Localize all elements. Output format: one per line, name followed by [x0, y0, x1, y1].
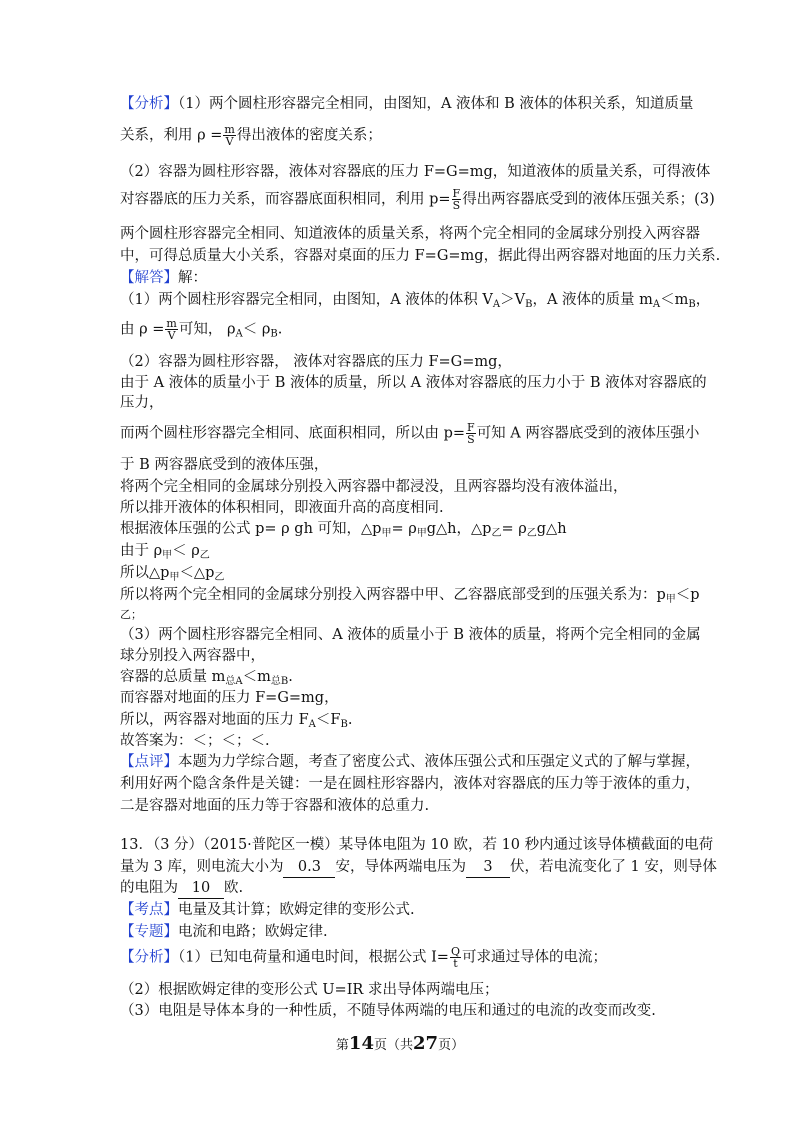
question-13-line: 的电阻为 10 欧.: [120, 878, 243, 899]
text-line: 中，可得总质量大小关系，容器对桌面的压力 F=G=mg，据此得出两容器对地面的压力关系.: [120, 248, 721, 264]
text-line: 根据液体压强的公式 p= ρ gh 可知，$\triangle p_甲=$ $\rho_甲g\triangle h$，$\triangle p_乙=$ $\rho_乙g\triangle h$: [120, 521, 567, 539]
text-line: 两个圆柱形容器完全相同、知道液体的质量关系，将两个完全相同的金属球分别投入两容器: [120, 226, 700, 242]
text-line: 【考点】电量及其计算；欧姆定律的变形公式.: [120, 902, 415, 918]
text-line: （2）容器为圆柱形容器， 液体对容器底的压力 F=G=mg，: [120, 354, 512, 370]
key-point-tag: 【考点】: [120, 902, 178, 918]
density-fraction: $\frac{m}{V}$: [224, 123, 235, 148]
pressure-fraction: $\frac{F}{S}$: [467, 421, 475, 446]
text-line: 容器的总质量 $m_{总A}<m_{总B}$.: [120, 669, 293, 687]
text-line: 而容器对地面的压力 F=G=mg，: [120, 690, 339, 706]
text-line: 将两个完全相同的金属球分别投入两容器中都浸没，且两容器均没有液体溢出，: [120, 479, 628, 495]
total-pages: 27: [413, 1033, 439, 1054]
text-line: 【解答】解：: [120, 270, 207, 286]
text-line: 【点评】本题为力学综合题，考查了密度公式、液体压强公式和压强定义式的了解与掌握，: [120, 754, 700, 770]
text-line: 所以将两个完全相同的金属球分别投入两容器中甲、乙容器底部受到的压强关系为：$p_甲<p$: [120, 587, 700, 605]
text-line: （3）两个圆柱形容器完全相同、A 液体的质量小于 B 液体的质量，将两个完全相同的金属: [120, 627, 701, 643]
text-line: 对容器底的压力关系，而容器底面积相同，利用 p= $\frac{F}{S}$ 得出两容器底受到的液体压强关系；(3): [120, 187, 715, 212]
text-line: 乙；: [120, 608, 142, 621]
question-13-line: 量为 3 库，则电流大小为 0.3 安，导体两端电压为 3 伏，若电流变化了 1 安，则导体: [120, 857, 717, 878]
text-line: 于 B 两容器底受到的液体压强，: [120, 457, 329, 473]
analysis-tag: 【分析】: [120, 96, 178, 112]
text-line: 由于 $\rho_甲< \rho_乙$: [120, 543, 210, 561]
text-line: 由于 A 液体的质量小于 B 液体的质量，所以 A 液体对容器底的压力小于 B 液体对容器底的: [120, 375, 707, 391]
comment-tag: 【点评】: [120, 754, 178, 770]
page-footer: 第14页（共27页）: [335, 1033, 465, 1054]
current-fraction: $\frac{Q}{t}$: [450, 945, 460, 970]
text-line: 而两个圆柱形容器完全相同、底面积相同，所以由 p= $\frac{F}{S}$ 可知 A 两容器底受到的液体压强小: [120, 421, 700, 446]
question-13-line: 13．（3 分）（2015·普陀区一模）某导体电阻为 10 欧，若 10 秒内通过该导体横截面的电荷: [120, 837, 714, 853]
text-line: 二是容器对地面的压力等于容器和液体的总重力.: [120, 798, 430, 814]
topic-tag: 【专题】: [120, 924, 178, 940]
answer-tag: 【解答】: [120, 270, 178, 286]
text-line: （1）两个圆柱形容器完全相同，由图知，A 液体的体积 $V_A>V_B$，A 液体的质量 $m_A<m_B$，: [120, 292, 711, 310]
page-number: 14: [348, 1033, 374, 1054]
answer-blank-1: 0.3: [283, 857, 335, 878]
text-line: 利用好两个隐含条件是关键：一是在圆柱形容器内，液体对容器底的压力等于液体的重力，: [120, 776, 700, 792]
text-line: 【专题】电流和电路；欧姆定律.: [120, 924, 328, 940]
text-line: 球分别投入两容器中，: [120, 648, 265, 664]
text-line: 【分析】（1）两个圆柱形容器完全相同，由图知，A 液体和 B 液体的体积关系，知道质量: [120, 96, 694, 112]
text-line: 所以$\triangle p_甲<\triangle p_乙$: [120, 565, 225, 583]
pressure-fraction: $\frac{F}{S}$: [452, 187, 461, 212]
answer-blank-3: 10: [178, 878, 224, 899]
analysis-tag: 【分析】: [120, 949, 178, 966]
text-line: （2）根据欧姆定律的变形公式 U=IR 求出导体两端电压；: [120, 982, 499, 998]
text-line: 关系，利用 ρ = $\frac{m}{V}$ 得出液体的密度关系；: [120, 123, 382, 148]
density-fraction: $\frac{m}{V}$: [166, 317, 177, 342]
text-line: 所以排开液体的体积相同，即液面升高的高度相同.: [120, 500, 444, 516]
text-line: 故答案为：＜；＜；＜.: [120, 733, 270, 749]
text-line: 【分析】（1）已知电荷量和通电时间，根据公式 I= $\frac{Q}{t}$ 可求通过导体的电流；: [120, 945, 607, 970]
text-line: 由 ρ = $\frac{m}{V}$ 可知， $\rho_A< \rho_B$.: [120, 317, 283, 342]
text-line: 所以，两容器对地面的压力 $F_A<F_B$.: [120, 712, 353, 730]
text-line: 压力，: [120, 395, 164, 411]
text-line: （2）容器为圆柱形容器，液体对容器底的压力 F=G=mg，知道液体的质量关系，可得液体: [120, 164, 711, 180]
text-line: （3）电阻是导体本身的一种性质，不随导体两端的电压和通过的电流的改变而改变.: [120, 1003, 656, 1019]
answer-blank-2: 3: [466, 857, 510, 878]
